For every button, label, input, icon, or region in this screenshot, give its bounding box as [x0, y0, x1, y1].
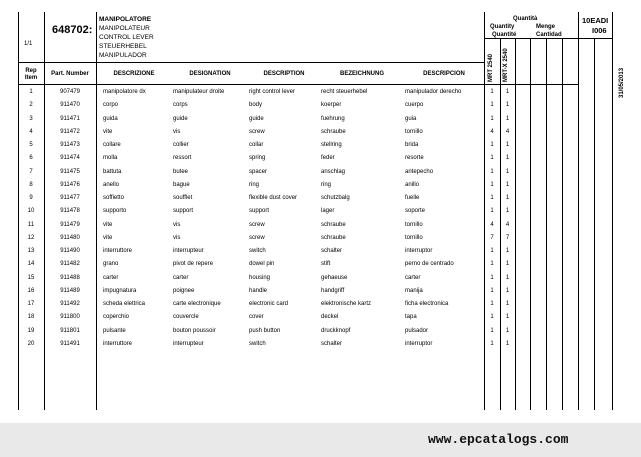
cell-bezeichnung: schraube: [321, 221, 346, 228]
cell-descrizione: battuta: [103, 168, 122, 175]
cell-qty-mrt-2540: 1: [490, 155, 494, 162]
cell-descrizione: vite: [103, 234, 113, 241]
cell-designation: couvercle: [173, 314, 199, 321]
cell-bezeichnung: schalter: [321, 248, 343, 254]
cell-description: cover: [249, 314, 264, 321]
cell-descripcion: interruptor: [405, 248, 433, 254]
cell-descrizione: vite: [103, 128, 113, 135]
cell-qty-mrt-x-2540: 1: [505, 89, 510, 95]
cell-designation: poignee: [173, 287, 195, 294]
cell-descrizione: grano: [103, 261, 119, 268]
cell-part-number: 911478: [60, 208, 80, 215]
cell-descrizione: molla: [103, 155, 118, 162]
cell-descrizione: scheda elettrica: [103, 301, 146, 307]
rule-after-rep: [44, 12, 45, 410]
cell-descripcion: tornillo: [405, 221, 423, 228]
cell-designation: carter: [173, 274, 189, 281]
cell-bezeichnung: schutzbalg: [321, 195, 350, 201]
rule-qty-3: [530, 38, 531, 410]
cell-rep: 18: [27, 314, 35, 321]
cell-designation: vis: [173, 221, 181, 228]
cell-part-number: 911491: [60, 340, 80, 347]
cell-designation: carte electronique: [173, 301, 221, 307]
rule-qty-5: [562, 38, 563, 410]
cell-description: housing: [249, 274, 271, 281]
cell-bezeichnung: fuehrung: [321, 115, 345, 122]
title-fr: MANIPOLATEUR: [99, 25, 150, 32]
qty-header-rule: [484, 38, 578, 39]
rule-after-part: [96, 12, 97, 410]
cell-description: screw: [249, 128, 265, 135]
title-it: MANIPOLATORE: [99, 16, 152, 23]
cell-description: body: [249, 102, 263, 109]
cell-description: guide: [249, 115, 264, 122]
cell-descrizione: interruttore: [103, 248, 133, 254]
col-item: Item: [24, 75, 38, 81]
cell-description: support: [249, 208, 270, 215]
assembly-part-number: 648702:: [52, 24, 93, 36]
cell-qty-mrt-x-2540: 1: [505, 181, 510, 188]
cell-bezeichnung: handgriff: [321, 287, 345, 294]
cell-descripcion: tapa: [405, 314, 417, 321]
cell-description: switch: [249, 340, 266, 347]
cell-rep: 1: [29, 89, 33, 95]
cell-part-number: 911474: [60, 155, 80, 162]
cell-descrizione: manipolatore dx: [103, 89, 146, 95]
cell-rep: 3: [29, 115, 33, 122]
cell-qty-mrt-2540: 1: [490, 115, 494, 122]
cell-qty-mrt-x-2540: 1: [505, 314, 510, 321]
cell-designation: vis: [173, 234, 181, 241]
cell-descrizione: coperchio: [103, 314, 130, 321]
cell-qty-mrt-2540: 1: [490, 274, 494, 281]
cell-qty-mrt-2540: 1: [490, 261, 494, 268]
cell-qty-mrt-2540: 1: [490, 327, 494, 334]
cell-descrizione: impugnatura: [103, 287, 137, 294]
cell-part-number: 911473: [60, 142, 80, 148]
cell-designation: pivot de repere: [173, 261, 214, 268]
cell-qty-mrt-x-2540: 1: [505, 208, 510, 215]
rule-before-qty: [484, 12, 485, 410]
cell-bezeichnung: lager: [321, 208, 335, 215]
cell-part-number: 911475: [60, 168, 80, 175]
cell-qty-mrt-x-2540: 1: [505, 301, 510, 307]
cell-description: screw: [249, 221, 265, 228]
cell-part-number: 911488: [60, 274, 80, 281]
cell-bezeichnung: schalter: [321, 340, 343, 347]
cell-qty-mrt-x-2540: 1: [505, 168, 510, 175]
qty-label-de: Menge: [536, 24, 556, 30]
cell-qty-mrt-2540: 1: [490, 287, 494, 294]
cell-designation: collier: [173, 142, 189, 148]
cell-rep: 16: [27, 287, 35, 294]
cell-description: spacer: [249, 168, 268, 175]
watermark: www.epcatalogs.com: [428, 432, 569, 447]
sheet-number: 1/1: [24, 41, 33, 47]
cell-descripcion: fuelle: [405, 195, 420, 201]
cell-designation: vis: [173, 128, 181, 135]
cell-qty-mrt-2540: 7: [490, 234, 494, 241]
cell-designation: guide: [173, 115, 188, 122]
rule-qty-4: [546, 38, 547, 410]
cell-designation: interrupteur: [173, 248, 204, 254]
cell-qty-mrt-2540: 1: [490, 168, 494, 175]
cell-part-number: 911482: [60, 261, 80, 268]
cell-qty-mrt-x-2540: 1: [505, 142, 510, 148]
cell-part-number: 911492: [60, 301, 80, 307]
cell-designation: manipulateur droite: [173, 89, 225, 95]
cell-descrizione: guida: [103, 115, 118, 122]
cell-bezeichnung: feder: [321, 155, 335, 162]
cell-descripcion: interruptor: [405, 340, 433, 347]
cell-descripcion: tornillo: [405, 234, 423, 241]
qty-label-en: Quantity: [490, 24, 515, 30]
cell-rep: 5: [29, 142, 33, 148]
cell-description: right control lever: [249, 89, 296, 95]
cell-rep: 15: [27, 274, 35, 281]
cell-description: electronic card: [249, 301, 289, 307]
cell-rep: 10: [27, 208, 35, 215]
cell-descripcion: guia: [405, 115, 417, 122]
cell-descripcion: perno de centrado: [405, 261, 454, 268]
cell-rep: 2: [29, 102, 33, 109]
cell-qty-mrt-x-2540: 1: [505, 261, 510, 268]
cell-descripcion: carter: [405, 274, 421, 281]
cell-descrizione: corpo: [103, 102, 119, 109]
cell-qty-mrt-x-2540: 1: [505, 115, 510, 122]
title-es: MANIPULADOR: [99, 52, 147, 59]
columns-bottom-rule: [18, 84, 484, 85]
rule-qty-1: [500, 38, 501, 410]
cell-qty-mrt-2540: 1: [490, 102, 494, 109]
cell-rep: 11: [27, 221, 35, 228]
col-rep: Rep: [25, 68, 37, 74]
cell-descripcion: tornillo: [405, 128, 423, 135]
cell-rep: 8: [29, 181, 33, 188]
cell-qty-mrt-2540: 1: [490, 340, 494, 347]
cell-description: screw: [249, 234, 265, 241]
cell-descripcion: resorte: [405, 155, 424, 162]
cell-rep: 14: [27, 261, 35, 268]
col-descripcion: DESCRIPCION: [423, 71, 465, 77]
cell-bezeichnung: stift: [321, 261, 331, 268]
cell-part-number: 907479: [59, 89, 81, 95]
model-mrt-x-2540: MRT-X 2540: [503, 48, 509, 82]
cell-description: switch: [249, 248, 266, 254]
cell-qty-mrt-x-2540: 1: [505, 102, 510, 109]
cell-designation: soufflet: [173, 195, 193, 201]
rule-qty-7: [594, 38, 595, 410]
cell-rep: 13: [27, 248, 35, 254]
cell-qty-mrt-2540: 1: [490, 301, 494, 307]
cell-descripcion: soporte: [405, 208, 426, 215]
cell-qty-mrt-2540: 1: [490, 208, 494, 215]
cell-qty-mrt-2540: 1: [490, 89, 494, 95]
cell-qty-mrt-2540: 1: [490, 142, 494, 148]
col-descrizione: DESCRIZIONE: [113, 71, 155, 77]
cell-designation: ressort: [173, 155, 192, 162]
cell-descripcion: brida: [405, 142, 419, 148]
cell-bezeichnung: schraube: [321, 234, 346, 241]
cell-designation: bague: [173, 181, 190, 188]
cell-designation: corps: [173, 102, 188, 109]
cell-description: ring: [249, 181, 260, 188]
cell-description: flexible dust cover: [249, 195, 298, 201]
rule-left: [18, 12, 19, 410]
cell-descripcion: manipulador derecho: [405, 89, 462, 95]
cell-descrizione: anello: [103, 181, 120, 188]
qty-label-es: Cantidad: [536, 32, 562, 38]
title-de: STEUERHEBEL: [99, 43, 147, 50]
cell-qty-mrt-2540: 1: [490, 314, 494, 321]
cell-descripcion: pulsador: [405, 327, 429, 334]
cell-qty-mrt-x-2540: 1: [505, 340, 510, 347]
cell-part-number: 911801: [60, 327, 80, 334]
cell-qty-mrt-x-2540: 7: [505, 234, 510, 241]
cell-part-number: 911489: [60, 287, 80, 294]
cell-qty-mrt-x-2540: 1: [505, 155, 510, 162]
rule-right: [612, 12, 613, 410]
cell-part-number: 911472: [60, 128, 80, 135]
cell-descrizione: interruttore: [103, 340, 133, 347]
cell-descripcion: anillo: [405, 181, 420, 188]
col-description: DESCRIPTION: [263, 71, 305, 77]
cell-description: push button: [249, 327, 281, 334]
cell-bezeichnung: deckel: [321, 314, 339, 321]
cell-rep: 4: [29, 128, 33, 135]
cell-descrizione: carter: [103, 274, 119, 281]
qty-label-fr: Quantité: [492, 32, 517, 38]
qty-columns-bottom-rule: [484, 84, 578, 85]
catalog-code: 10EADI: [582, 16, 609, 25]
revision-date: 31/05/2013: [619, 67, 625, 98]
cell-part-number: 911470: [60, 102, 80, 109]
cell-rep: 20: [27, 340, 35, 347]
catalog-code-sub: I006: [592, 26, 607, 35]
col-bezeichnung: BEZEICHNUNG: [339, 71, 384, 77]
title-en: CONTROL LEVER: [99, 34, 154, 41]
cell-part-number: 911476: [60, 181, 80, 188]
cell-rep: 17: [27, 301, 35, 307]
cell-designation: bouton poussoir: [173, 327, 216, 334]
cell-descrizione: pulsante: [103, 327, 126, 334]
cell-qty-mrt-x-2540: 1: [505, 287, 510, 294]
cell-designation: butee: [173, 168, 189, 175]
qty-label-it: Quantità: [513, 16, 538, 22]
code-box-rule: [578, 38, 612, 39]
cell-designation: interrupteur: [173, 340, 204, 347]
cell-bezeichnung: schraube: [321, 128, 346, 135]
cell-qty-mrt-x-2540: 1: [505, 195, 510, 201]
cell-descrizione: vite: [103, 221, 113, 228]
cell-qty-mrt-x-2540: 1: [505, 274, 510, 281]
cell-qty-mrt-2540: 1: [490, 181, 494, 188]
cell-qty-mrt-x-2540: 1: [505, 327, 510, 334]
cell-descrizione: collare: [103, 142, 121, 148]
cell-bezeichnung: recht steuerhebel: [321, 89, 368, 95]
cell-designation: support: [173, 208, 194, 215]
cell-rep: 12: [27, 234, 35, 241]
cell-bezeichnung: gehaeuse: [321, 274, 348, 281]
cell-description: dowel pin: [249, 261, 275, 268]
cell-descrizione: supporto: [103, 208, 127, 215]
cell-qty-mrt-x-2540: 1: [505, 248, 510, 254]
cell-part-number: 911479: [60, 221, 80, 228]
cell-bezeichnung: druckknopf: [321, 327, 351, 334]
cell-qty-mrt-x-2540: 4: [505, 128, 510, 135]
cell-descrizione: soffietto: [103, 195, 124, 201]
model-mrt-2540: MRT 2540: [488, 53, 494, 82]
cell-part-number: 911490: [60, 248, 80, 254]
cell-qty-mrt-2540: 1: [490, 248, 494, 254]
cell-qty-mrt-2540: 4: [490, 221, 494, 228]
cell-description: handle: [249, 287, 268, 294]
cell-rep: 6: [29, 155, 33, 162]
cell-descripcion: ficha electronica: [405, 301, 449, 307]
cell-descripcion: cuerpo: [405, 102, 424, 109]
cell-descripcion: antepecho: [405, 168, 434, 175]
cell-rep: 7: [29, 168, 33, 175]
cell-description: spring: [249, 155, 266, 162]
col-part-number: Part. Number: [51, 71, 89, 77]
cell-part-number: 911800: [60, 314, 80, 321]
cell-rep: 9: [29, 195, 33, 201]
cell-rep: 19: [27, 327, 35, 334]
col-designation: DESIGNATION: [189, 71, 231, 77]
cell-qty-mrt-2540: 4: [490, 128, 494, 135]
cell-bezeichnung: ring: [321, 181, 332, 188]
cell-description: collar: [249, 142, 264, 148]
cell-part-number: 911477: [60, 195, 80, 201]
cell-descripcion: manija: [405, 287, 423, 294]
cell-part-number: 911471: [60, 115, 80, 122]
rule-qty-6: [578, 12, 579, 410]
header-bottom-rule: [18, 62, 484, 63]
cell-bezeichnung: anschlag: [321, 168, 346, 175]
cell-bezeichnung: elektronische kartz: [321, 301, 372, 307]
cell-bezeichnung: stellring: [321, 142, 342, 148]
cell-part-number: 911480: [60, 234, 80, 241]
rule-qty-2: [515, 38, 516, 410]
cell-bezeichnung: koerper: [321, 102, 342, 109]
cell-qty-mrt-x-2540: 4: [505, 221, 510, 228]
cell-qty-mrt-2540: 1: [490, 195, 494, 201]
